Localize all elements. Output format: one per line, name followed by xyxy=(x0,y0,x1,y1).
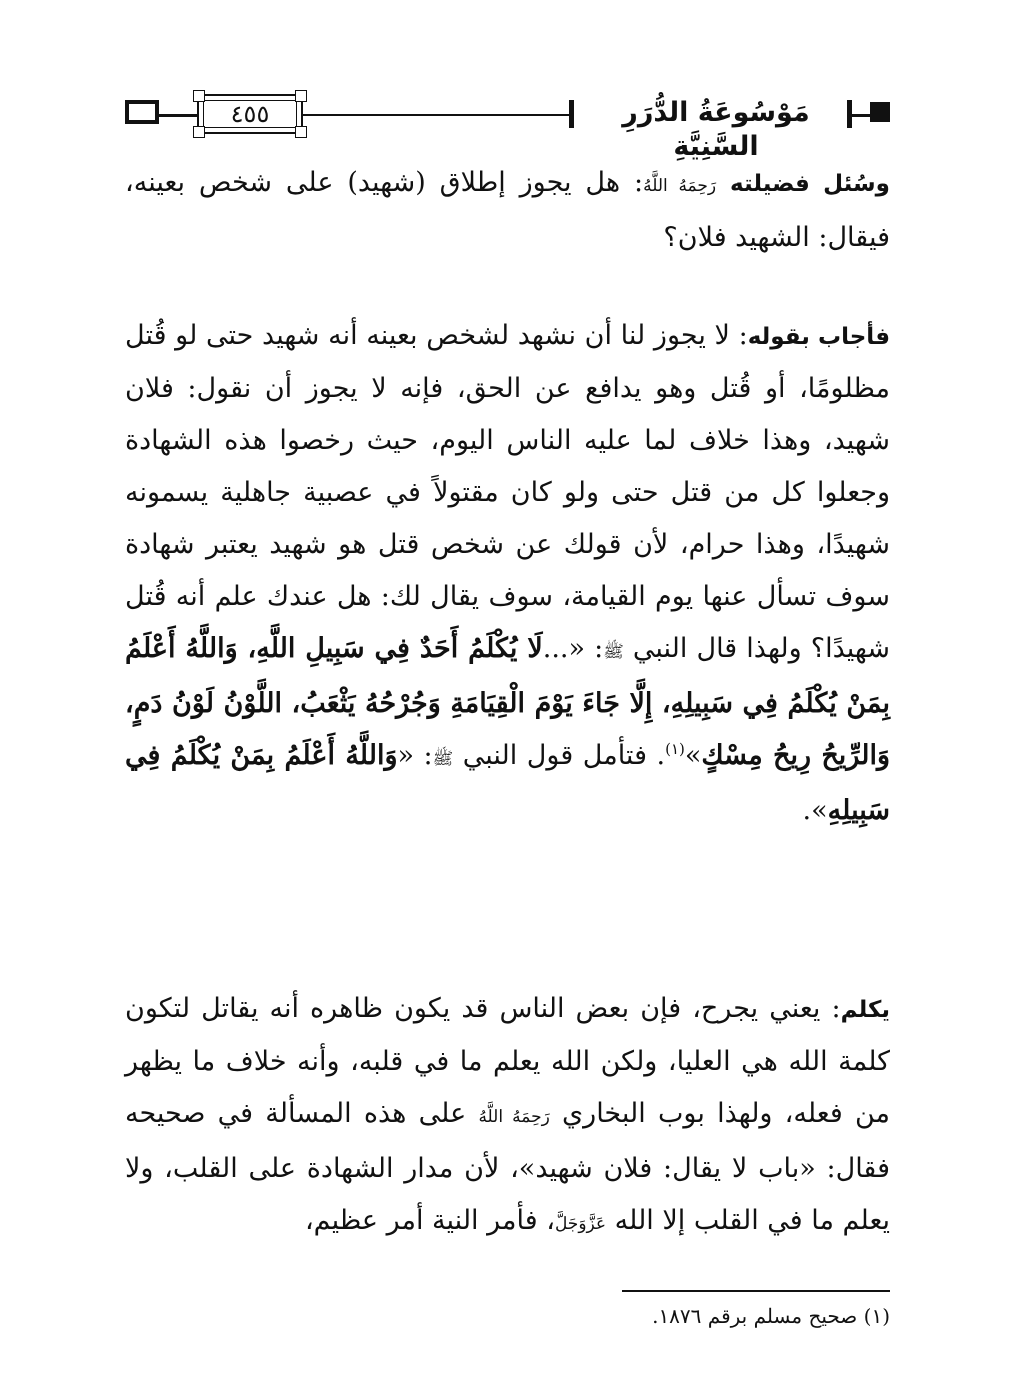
honorific: ﷺ xyxy=(603,642,624,662)
header-rule xyxy=(159,114,197,117)
question-lead: وسُئل فضيلته xyxy=(730,171,890,197)
explanation-lead: يكلم xyxy=(840,997,890,1023)
explanation-text: ، فأمر النية أمر عظيم، xyxy=(304,1205,555,1236)
answer-text: . فتأمل قول النبي xyxy=(462,740,666,771)
hadith-text: لَا يُكْلَمُ أَحَدٌ فِي سَبِيلِ اللَّهِ، وَاللَّهُ أَعْلَمُ بِمَنْ يُكْلَمُ فِي سَبِيلِهِ، إِلَّا جَاءَ يَوْمَ الْقِيَامَةِ وَجُرْحُهُ يَثْعَبُ، اللَّوْنُ لَوْنُ دَمٍ، وَالرِّيحُ رِيحُ مِسْكٍ xyxy=(125,633,890,771)
question-paragraph xyxy=(125,157,890,264)
header-ornament-square xyxy=(870,102,890,122)
footnote-separator xyxy=(622,1290,890,1292)
page-number: ٤٥٥ xyxy=(230,100,270,128)
answer-lead: فأجاب بقوله xyxy=(747,324,891,350)
explanation-text: : يعني يجرح، فإن بعض الناس قد يكون ظاهره أنه يقاتل لتكون كلمة الله هي العليا، ولكن الله يعلم ما في قلبه، وأنه خلاف ما يظهر من فعله، ولهذا بوب البخاري xyxy=(125,993,890,1129)
book-title: مَوْسُوعَةُ الدُّرَرِ السَّنِيَّةِ xyxy=(622,97,810,162)
header-ornament-box xyxy=(125,100,159,124)
quote-mark: : « xyxy=(397,740,433,771)
quote-mark: » xyxy=(684,740,702,771)
honorific: رَحِمَهُ اللَّهُ xyxy=(643,176,717,196)
honorific: ﷺ xyxy=(432,749,454,769)
explanation-text: على هذه المسألة في صحيحه فقال: «باب لا يقال: فلان شهيد»، لأن مدار الشهادة على القلب، ولا يعلم ما في القلب إلا الله xyxy=(125,1098,890,1236)
header-rule xyxy=(852,114,870,117)
header-divider-bar xyxy=(569,100,574,128)
explanation-paragraph xyxy=(125,983,890,1250)
question-text: : هل يجوز إطلاق (شهيد) على شخص بعينه، فيقال: الشهيد فلان؟ xyxy=(125,167,890,253)
honorific: عَزَّوَجَلَّ xyxy=(554,1214,607,1234)
honorific: رَحِمَهُ اللَّهُ xyxy=(478,1107,550,1127)
quote-mark: : «... xyxy=(542,633,604,664)
answer-text: : لا يجوز لنا أن نشهد لشخص بعينه أنه شهيد حتى لو قُتل مظلومًا، أو قُتل وهو يدافع عن الحق، فإنه لا يجوز أن نقول: فلان شهيد، وهذا خلاف لما عليه الناس اليوم، حيث رخصوا هذه الشهادة وجعلوا كل من قتل حتى ولو كان مقتولاً في عصبية جاهلية يسمونه شهيدًا، وهذا حرام، لأن قولك عن شخص قتل هو شهيد يعتبر شهادة سوف تسأل عنها يوم القيامة، سوف يقال لك: هل عندك علم أنه قُتل شهيدًا؟ ولهذا قال النبي xyxy=(125,320,890,664)
page-number-frame xyxy=(197,94,303,134)
quote-mark: ». xyxy=(802,795,828,826)
footnote-reference[interactable]: (١) xyxy=(665,740,685,758)
page-header xyxy=(125,94,890,162)
hadith-text: وَاللَّهُ أَعْلَمُ بِمَنْ يُكْلَمُ فِي سَبِيلِهِ xyxy=(125,740,890,826)
header-rule xyxy=(303,114,569,116)
footnote: (١) صحيح مسلم برقم ١٨٧٦. xyxy=(652,1304,890,1328)
answer-paragraph xyxy=(125,310,890,837)
